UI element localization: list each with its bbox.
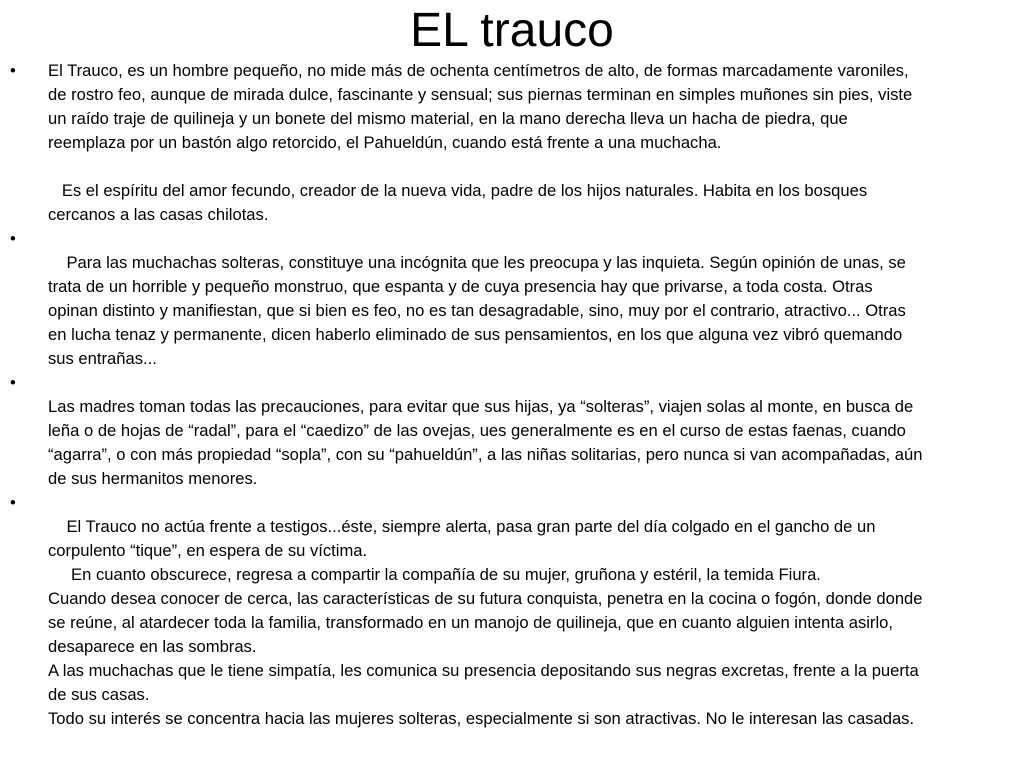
slide-title: EL trauco: [410, 4, 614, 57]
text-line: A las muchachas que le tiene simpatía, les comunica su presencia depositando sus negras excretas, frente a la puerta: [48, 661, 919, 680]
text-line: • El Trauco, es un hombre pequeño, no mide más de ochenta centímetros de alto, de formas marcadamente varoniles,: [48, 61, 909, 80]
text-line: de sus casas.: [48, 685, 150, 704]
blank-line: [48, 227, 1000, 251]
bullet-item: [10, 371, 1000, 491]
text-line: Todo su interés se concentra hacia las mujeres solteras, especialmente si son atractivas. No le interesan las casadas.: [48, 709, 915, 728]
text-line: • El Trauco no actúa frente a testigos...éste, siempre alerta, pasa gran parte del día colgado en el gancho de un: [48, 517, 876, 536]
text-line: un raído traje de quilineja y un bonete del mismo material, en la mano derecha lleva un hacha de piedra, que: [48, 109, 848, 128]
bullet-item: [10, 59, 1000, 227]
text-line: • Las madres toman todas las precauciones, para evitar que sus hijas, ya “solteras”, viajen solas al monte, en busca de: [48, 397, 914, 416]
text-line: desaparece en las sombras.: [48, 637, 257, 656]
blank-line: [48, 371, 1000, 395]
blank-line: [48, 155, 1000, 179]
text-line: se reúne, al atardecer toda la familia, transformado en un manojo de quilineja, que en cuanto alguien intenta asirlo,: [48, 613, 893, 632]
text-line: de rostro feo, aunque de mirada dulce, fascinante y sensual; sus piernas terminan en simples muñones sin pies, viste: [48, 85, 913, 104]
text-line: sus entrañas...: [48, 349, 157, 368]
text-line: de sus hermanitos menores.: [48, 469, 258, 488]
text-line: • Para las muchachas solteras, constituye una incógnita que les preocupa y las inquieta. Según opinión de unas, se: [48, 253, 906, 272]
text-line: leña o de hojas de “radal”, para el “caedizo” de las ovejas, ues generalmente es en el curso de estas faenas, cuando: [48, 421, 906, 440]
blank-line: [48, 491, 1000, 515]
text-line: En cuanto obscurece, regresa a compartir la compañía de su mujer, gruñona y estéril, la temida Fiura.: [48, 565, 821, 584]
bullet-list: [10, 59, 1000, 731]
text-line: opinan distinto y manifiestan, que si bien es feo, no es tan desagradable, sino, muy por el contrario, atractivo... Otras: [48, 301, 906, 320]
text-line: Es el espíritu del amor fecundo, creador de la nueva vida, padre de los hijos naturales. Habita en los bosques: [48, 181, 868, 200]
text-line: cercanos a las casas chilotas.: [48, 205, 269, 224]
bullet-item: [10, 491, 1000, 731]
text-line: corpulento “tique”, en espera de su víctima.: [48, 541, 368, 560]
text-line: trata de un horrible y pequeño monstruo, que espanta y de cuya presencia hay que privarse, a toda costa. Otras: [48, 277, 873, 296]
text-line: “agarra”, o con más propiedad “sopla”, con su “pahueldún”, a las niñas solitarias, pero nunca si van acompañadas, aún: [48, 445, 923, 464]
bullet-item: [10, 227, 1000, 371]
text-line: reemplaza por un bastón algo retorcido, el Pahueldún, cuando está frente a una muchacha.: [48, 133, 722, 152]
text-line: en lucha tenaz y permanente, dicen haberlo eliminado de sus pensamientos, en los que alguna vez vibró quemando: [48, 325, 903, 344]
text-line: Cuando desea conocer de cerca, las características de su futura conquista, penetra en la cocina o fogón, donde donde: [48, 589, 923, 608]
